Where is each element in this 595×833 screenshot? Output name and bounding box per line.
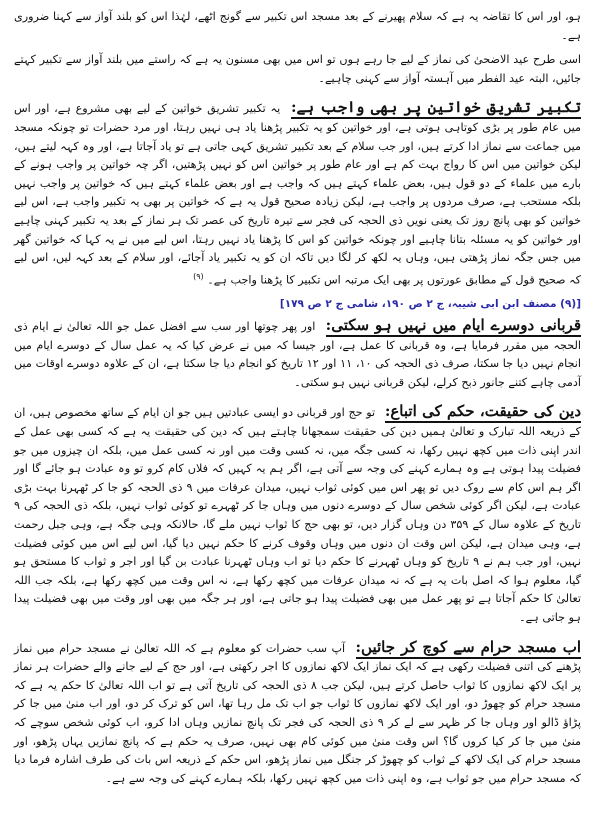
section-takbeer (14, 98, 581, 290)
footnote-marker: (۹) (193, 271, 204, 281)
intro-paragraph-2: اسی طرح عید الاضحیٰ کی نماز کے لیے جا رہے ہوں تو اس میں بھی مسنون یہ ہے کہ راستے میں بلند آواز سے تکبیر کہتے جائیں، البتہ عید الفطر میں آہستہ آواز سے کہنی چاہیے۔ (14, 53, 581, 85)
section-qurbani (14, 316, 581, 392)
section-body-takbeer: یہ تکبیر تشریق خواتین کے لیے بھی مشروع ہے، اور اس میں عام طور پر بڑی کوتاہی ہوتی ہے، اور خواتین کو یہ تکبیر پڑھنا یاد ہی نہیں رہتا، اور مرد حضرات تو چونکہ مسجد میں جماعت سے نماز ادا کرتے ہیں، اور جب سلام کے بعد تکبیر تشریق کہی جاتی ہے تو یاد آجاتا ہے، اور وہ کہہ لیتے ہیں، لیکن خواتین میں اس کا رواج بہت کم ہے اور عام طور پر خواتین اس کو نہیں پڑھتیں، اگر چہ خواتین پر واجب ہونے کے بارے میں علماء کے دو قول ہیں، بعض علماء کہتے ہیں کہ واجب ہے اور بعض علماء کہتے ہیں کہ خواتین پر واجب نہیں بلکہ مستحب ہے، صرف مردوں پر واجب ہے، لیکن زیادہ صحیح قول یہ ہے کہ خواتین پر بھی یہ تکبیر واجب ہے، اس لیے خواتین کو بھی پانچ روز تک یعنی نویں ذی الحجہ کی فجر سے تیرہ تاریخ کی عصر تک ہر نماز کے بعد یہ تکبیر کہنی چاہیے اور خواتین کو یہ مسئلہ بتانا چاہیے اور چونکہ خواتین کو اس کا پڑھنا یاد نہیں رہتا، اس لیے میں نے یہ کہا کہ خواتین گھر میں جس جگہ نماز پڑھتی ہیں، وہاں یہ لکھ کر لگا دیں تاکہ ان کو یہ تکبیر یاد آجائے، اور سلام کے بعد کہہ لیں، اس لیے کہ صحیح قول کے مطابق عورتوں پر بھی ایک مرتبہ اس تکبیر کا پڑھنا واجب ہے۔ (14, 102, 581, 287)
section-body-masjid-haram: آپ سب حضرات کو معلوم ہے کہ اللہ تعالیٰ نے مسجد حرام میں نماز پڑھنے کی اتنی فضیلت رکھی ہے کہ ایک نماز ایک لاکھ نمازوں کا اجر رکھتی ہے، اور حج کے لیے جانے والے حضرات ہر نماز پر ایک لاکھ نمازوں کا ثواب حاصل کرتے ہیں، لیکن جب ۸ ذی الحجہ کی تاریخ آتی ہے تو اب اللہ تعالیٰ کا حکم یہ ہے کہ مسجد حرام کو چھوڑ دو، اور ایک لاکھ نمازوں کا ثواب جو اب تک مل رہا تھا، اس کو ترک کر دو، اور اب منیٰ میں جا کر پڑاؤ ڈالو اور وہاں جا کر ظہر سے لے کر ۹ ذی الحجہ کی فجر تک پانچ نمازیں وہاں ادا کرو، اب کوئی شخص سوچے کہ منیٰ میں جا کر کیا کروں گا؟ اس وقت منیٰ میں کوئی کام بھی نہیں، صرف یہ حکم ہے کہ پانچ نمازیں یہاں پڑھو، اور مسجد حرام کی ایک لاکھ کے ثواب کو چھوڑ کر جنگل میں نماز پڑھو، اس حکم کے ذریعہ اس بات کی طرف اشارہ فرما دیا کہ مسجد حرام میں جو ثواب ہے، وہ اپنی ذات میں کچھ نہیں رکھا، بلکہ ہمارے کہنے کی وجہ سے ہے۔ (14, 641, 582, 785)
section-deen-haqeeqat (14, 402, 581, 627)
footnote-citation: [(۹) مصنف ابن ابی شیبہ، ج ۲ ص ۱۹۰، شامی ج ۲ ص ۱۷۹] (279, 298, 581, 311)
section-masjid-haram (14, 638, 581, 789)
section-body-qurbani: اور پھر چوتھا اور سب سے افضل عمل جو اللہ تعالیٰ نے ایام ذی الحجہ میں مقرر فرمایا ہے، وہ قربانی کا عمل ہے، اور جیسا کہ میں نے عرض کیا کہ یہ عمل سال کے دوسرے ایام میں انجام نہیں دیا جا سکتا، صرف ذی الحجہ کی ۱۰، ۱۱ اور ۱۲ تاریخ کو انجام دیا جا سکتا ہے، ان کے علاوہ دوسرے اوقات میں آدمی چاہے کتنے جانور ذبح کرلے، لیکن قربانی نہیں ہو سکتی۔ (14, 320, 582, 389)
intro-paragraph-1: ہو، اور اس کا تقاضہ یہ ہے کہ سلام پھیرنے کے بعد مسجد اس تکبیر سے گونج اٹھے، لہٰذا اس کو بلند آواز سے کہنا ضروری ہے۔ (14, 10, 581, 42)
section-heading-deen-haqeeqat: دین کی حقیقت، حکم کی اتباع: (385, 402, 581, 423)
section-body-deen-haqeeqat: تو حج اور قربانی دو ایسی عبادتیں ہیں جو ان ایام کے ساتھ مخصوص ہیں، ان کے ذریعہ اللہ تبارک و تعالیٰ ہمیں دین کی حقیقت سمجھانا چاہتے ہیں کہ دین کی حقیقت یہ ہے کہ کسی بھی عمل کے اندر اپنی ذات میں کچھ نہیں رکھا، نہ کسی جگہ میں، نہ کسی وقت میں اور نہ کسی عمل میں، بلکہ ان چیزوں میں جو فضیلت پیدا ہوتی ہے وہ ہمارے کہنے کی وجہ سے آتی ہے، اگر ہم یہ کہیں کہ فلاں کام کرو تو وہ عبادت ہو جائے گا اور اگر ہم اس کام سے روک دیں تو پھر اس میں کوئی ثواب نہیں، میدان عرفات میں ۹ ذی الحجہ کو جا کر ٹھہرنا بہت بڑی عبادت ہے، لیکن اگر کوئی شخص سال کے دوسرے دنوں میں وہاں جا کر ٹھہرے تو کوئی ثواب نہیں، بلکہ ذی الحجہ کی ۹ تاریخ کے علاوہ سال کے ۳۵۹ دن وہاں گزار دیں، تو بھی حج کا ثواب نہیں ملے گا، حالانکہ وہی جگہ ہے، وہی جبل رحمت ہے، وہی میدان ہے، لیکن اس وقت ان دنوں میں وہاں وقوف کرنے کا حکم نہیں دیا گیا، اس لیے اس میں کوئی فضیلت نہیں، اور جب ہم نے ۹ تاریخ کو وہاں ٹھہرنے کا حکم دیا تو اب وہاں ٹھہرنا عبادت بن گیا اور اجر و ثواب کا مستحق ہو گیا، معلوم ہوا کہ اصل بات یہ ہے کہ نہ میدان عرفات میں کچھ رکھا ہے، نہ اس وقت میں کچھ رکھا ہے، بلکہ جب اللہ تعالیٰ کا حکم آجاتا ہے تو پھر عمل میں بھی فضیلت پیدا ہو جاتی ہے، اور ہر جگہ میں بھی اور وقت میں بھی فضیلت پیدا ہو جاتی ہے۔ (14, 406, 582, 624)
section-heading-qurbani: قربانی دوسرے ایام میں نہیں ہو سکتی: (326, 316, 581, 337)
section-heading-masjid-haram: اب مسجد حرام سے کوچ کر جائیں: (356, 638, 582, 659)
section-heading-takbeer: تکبیر تشریق خواتین پر بھی واجب ہے: (291, 98, 581, 119)
